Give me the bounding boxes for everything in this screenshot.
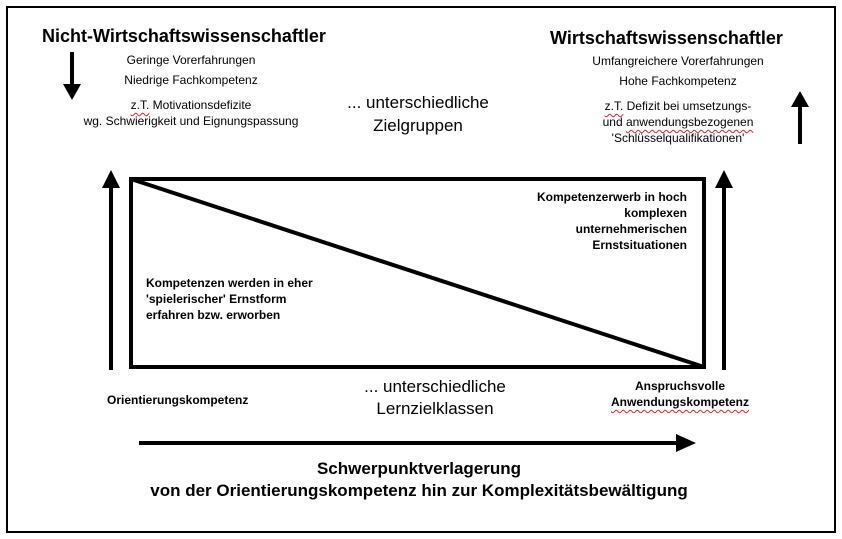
left-deficit-text: Motivationsdefizite <box>149 98 252 112</box>
left-group-title: Nicht-Wirtschaftswissenschaftler <box>42 26 326 46</box>
box-top-right-line-3: unternehmerischen <box>575 222 687 236</box>
right-deficit-text: Defizit bei umsetzungs- <box>623 99 752 113</box>
right-group-line-2: Hohe Fachkompetenz <box>619 74 737 88</box>
application-competence-word: Anwendungskompetenz <box>610 395 749 409</box>
box-top-right-line-1: Kompetenzerwerb in hoch <box>536 190 687 204</box>
application-competence-line-1: Anspruchsvolle <box>634 379 726 393</box>
right-line4-prefix: und <box>602 115 626 129</box>
box-bottom-left-line-2: 'spielerischer' Ernstform <box>146 292 287 306</box>
box-top-right-line-2: komplexen <box>624 206 687 220</box>
right-group-line-5: 'Schlüsselqualifikationen' <box>611 131 745 145</box>
left-group-deficit <box>91 98 291 112</box>
right-group-deficit <box>548 99 808 113</box>
target-groups-line-1: ... unterschiedliche <box>347 93 489 112</box>
box-top-right-line-4: Ernstsituationen <box>592 238 687 252</box>
footer-line-1: Schwerpunktverlagerung <box>316 459 522 478</box>
right-deficit-abbrev: z.T. <box>604 99 624 113</box>
left-group-line-4: wg. Schwierigkeit und Eignungspassung <box>83 114 299 128</box>
down-arrow-left <box>63 52 81 100</box>
right-group-title: Wirtschaftswissenschaftler <box>550 28 783 48</box>
left-group-line-1: Geringe Vorerfahrungen <box>126 53 256 67</box>
vertical-arrow-left <box>102 170 120 370</box>
target-groups-line-2: Zielgruppen <box>373 116 463 135</box>
horizontal-arrow <box>139 434 696 452</box>
learning-goals-line-1: ... unterschiedliche <box>364 377 506 396</box>
right-line4-word: anwendungsbezogenen <box>625 115 754 129</box>
left-deficit-abbrev: z.T. <box>130 98 150 112</box>
vertical-arrow-right <box>715 170 733 370</box>
right-group-line-4 <box>548 115 808 129</box>
footer-line-2: von der Orientierungskompetenz hin zur Komplexitätsbewältigung <box>150 481 688 500</box>
box-bottom-left-line-1: Kompetenzen werden in eher <box>146 276 313 290</box>
orientation-competence-label: Orientierungskompetenz <box>107 393 249 407</box>
left-group-line-2: Niedrige Fachkompetenz <box>124 73 258 87</box>
right-group-line-1: Umfangreichere Vorerfahrungen <box>592 54 764 68</box>
learning-goals-line-2: Lernzielklassen <box>376 399 494 418</box>
box-bottom-left-line-3: erfahren bzw. erworben <box>146 308 281 322</box>
application-competence-line-2 <box>595 395 765 409</box>
